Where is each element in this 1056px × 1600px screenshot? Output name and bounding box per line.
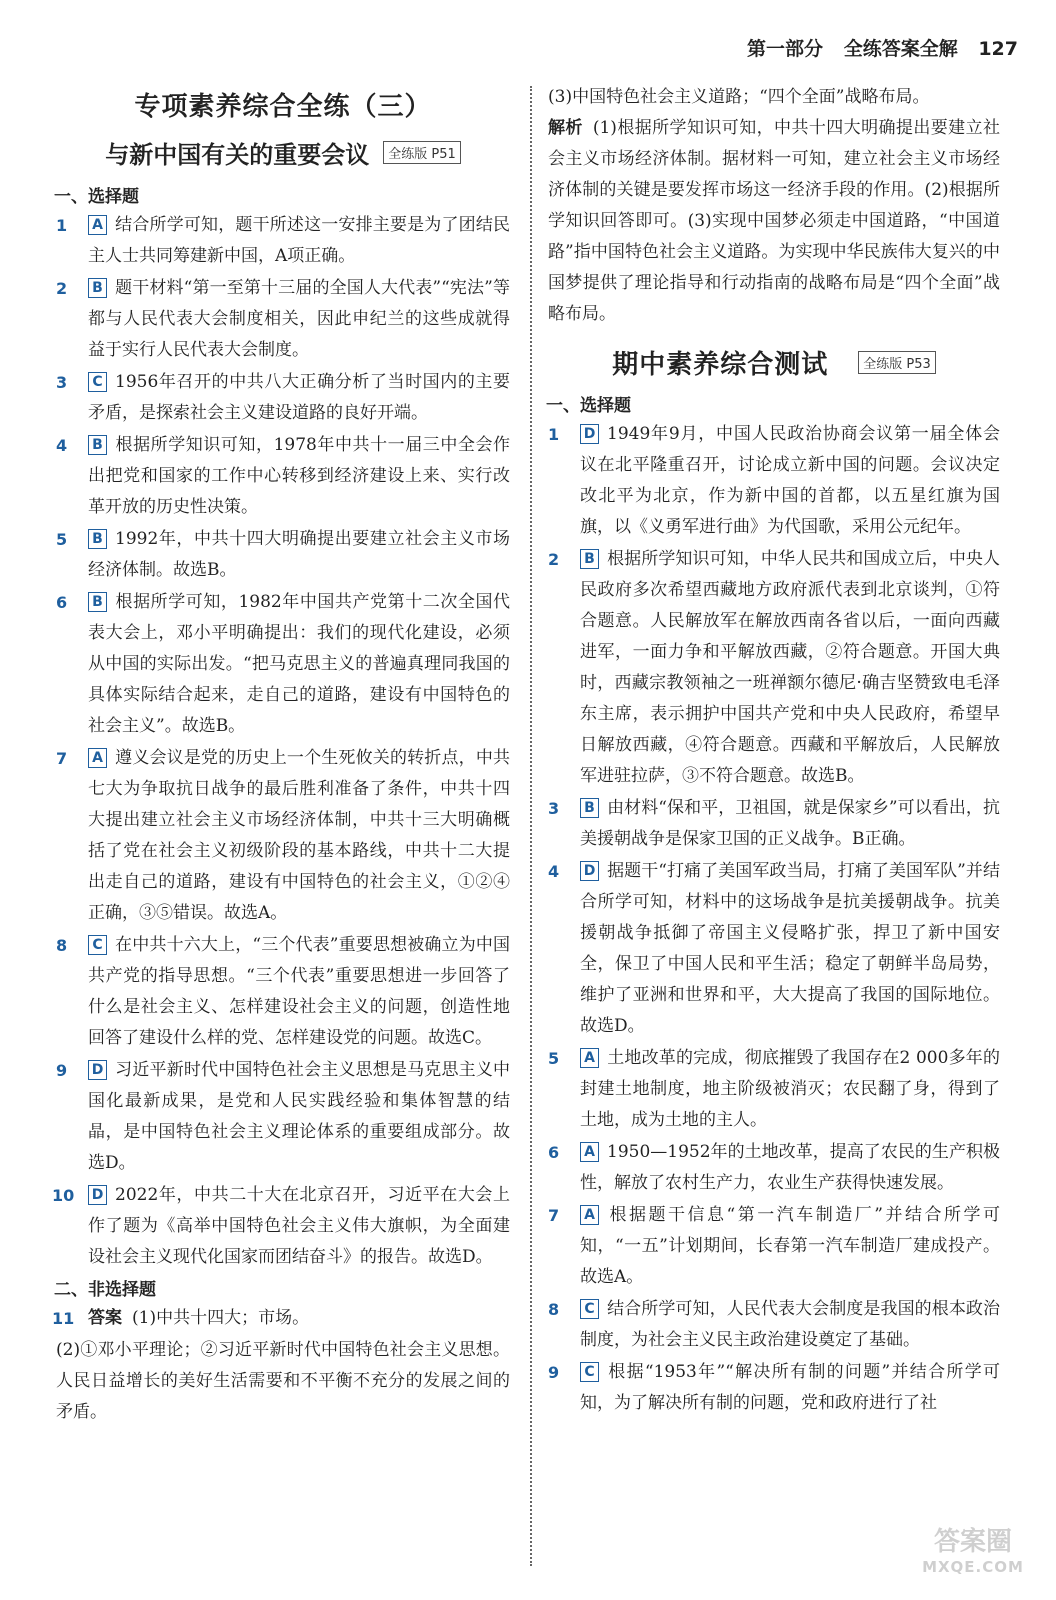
question-text: 1950—1952年的土地改革，提高了农民的生产积极性，解放了农村生产力，农业生产获得快速发展。	[580, 1142, 1000, 1193]
question-text: 1992年，中共十四大明确提出要建立社会主义市场经济体制。故选B。	[88, 529, 510, 580]
header-section: 全练答案全解	[843, 38, 958, 60]
answer-badge: C	[580, 1299, 599, 1319]
question-number: 7	[56, 749, 68, 768]
question-text: 土地改革的完成，彻底摧毁了我国存在2 000多年的封建土地制度，地主阶级被消灭；农民翻了身，得到了土地，成为土地的主人。	[580, 1048, 1000, 1130]
question-text: 习近平新时代中国特色社会主义思想是马克思主义中国化最新成果，是党和人民实践经验和集体智慧的结晶，是中国特色社会主义理论体系的重要组成部分。故选D。	[88, 1060, 510, 1173]
question-item	[548, 1200, 1000, 1293]
question-item	[56, 430, 510, 523]
question-number: 6	[548, 1143, 560, 1162]
question-number: 10	[52, 1186, 75, 1205]
question-item	[548, 544, 1000, 792]
question-item	[548, 1043, 1000, 1136]
answer-badge: B	[88, 592, 107, 612]
column-divider	[530, 86, 532, 1566]
answer-badge: C	[580, 1362, 599, 1382]
answer-badge: B	[88, 278, 107, 298]
analysis-text: (1)根据所学知识可知，中共十四大明确提出要建立社会主义市场经济体制。据材料一可知，建立社会主义市场经济体制的关键是要发挥市场这一经济手段的作用。(2)根据所学知识回答即可。(3)实现中国梦必须走中国道路，“中国道路”指中国特色社会主义道路。为实现中华民族伟大复兴的中国梦提供了理论指导和行动指南的战略布局是“四个全面”战略布局。	[548, 118, 1000, 324]
question-text: 2022年，中共二十大在北京召开，习近平在大会上作了题为《高举中国特色社会主义伟大旗帜，为全面建设社会主义现代化国家而团结奋斗》的报告。故选D。	[88, 1185, 510, 1267]
answer-badge: A	[580, 1205, 599, 1225]
question-item	[56, 743, 510, 929]
answer-badge: A	[580, 1142, 599, 1162]
question-text: 题干材料“第一至第十三届的全国人大代表”“宪法”等都与人民代表大会制度相关，因此申纪兰的这些成就得益于实行人民代表大会制度。	[88, 278, 510, 360]
answer-badge: C	[88, 935, 107, 955]
question-item	[548, 856, 1000, 1042]
answer-badge: A	[88, 215, 107, 235]
left-question-list	[52, 210, 510, 1273]
question-number: 9	[56, 1061, 68, 1080]
page-number: 127	[978, 38, 1018, 60]
analysis-block	[548, 113, 1000, 330]
question-item	[56, 587, 510, 742]
right-title-row	[548, 344, 1000, 381]
left-section-nonchoice: 二、非选择题	[54, 1280, 156, 1300]
question-item	[548, 1137, 1000, 1199]
question-text: 由材料“保和平，卫祖国，就是保家乡”可以看出，抗美援朝战争是保家卫国的正义战争。B正确。	[580, 798, 1000, 849]
watermark-line1: 答案圈	[933, 1527, 1012, 1557]
question-text: 结合所学可知，人民代表大会制度是我国的根本政治制度，为社会主义民主政治建设奠定了基础。	[580, 1299, 1000, 1350]
question-item	[56, 524, 510, 586]
analysis-label: 解析	[548, 118, 583, 138]
right-title: 期中素养综合测试	[612, 350, 829, 380]
question-number: 5	[56, 530, 68, 549]
question-text: 遵义会议是党的历史上一个生死攸关的转折点，中共七大为争取抗日战争的最后胜利准备了条件，中共十四大提出建立社会主义市场经济体制，中共十三大明确概括了党在社会主义初级阶段的基本路线，中共十二大提出走自己的道路，建设有中国特色的社会主义，①②④正确，③⑤错误。故选A。	[88, 748, 510, 923]
answer-badge: B	[580, 549, 599, 569]
answer-badge: D	[88, 1185, 107, 1205]
answer-badge: D	[88, 1060, 107, 1080]
question-text: 在中共十六大上，“三个代表”重要思想被确立为中国共产党的指导思想。“三个代表”重要思想进一步回答了什么是社会主义、怎样建设社会主义的问题，创造性地回答了建设什么样的党、怎样建设党的问题。故选C。	[88, 935, 510, 1048]
question-text: 结合所学可知，题干所述这一安排主要是为了团结民主人士共同筹建新中国，A项正确。	[88, 215, 510, 266]
question-item	[548, 419, 1000, 543]
left-column	[52, 82, 510, 1428]
question-number: 1	[56, 216, 68, 235]
question-number: 3	[56, 373, 68, 392]
question-number: 8	[56, 936, 68, 955]
question-text: 1949年9月，中国人民政治协商会议第一届全体会议在北平隆重召开，讨论成立新中国的问题。会议决定改北平为北京，作为新中国的首都，以五星红旗为国旗，以《义勇军进行曲》为代国歌，采用公元纪年。	[580, 424, 1000, 537]
question-item	[56, 210, 510, 272]
answer-badge: A	[580, 1048, 599, 1068]
question-number: 2	[548, 550, 560, 569]
question-number: 4	[548, 862, 560, 881]
right-question-list	[548, 419, 1000, 1419]
question-number: 3	[548, 799, 560, 818]
question-number: 11	[52, 1309, 75, 1328]
question-item	[548, 793, 1000, 855]
left-subtitle-row	[56, 135, 510, 170]
question-text: 根据所学知识可知，中华人民共和国成立后，中央人民政府多次希望西藏地方政府派代表到北京谈判，①符合题意。人民解放军在解放西南各省以后，一面向西藏进军，一面力争和平解放西藏，②符合题意。开国大典时，西藏宗教领袖之一班禅额尔德尼·确吉坚赞致电毛泽东主席，表示拥护中国共产党和中央人民政府，希望早日解放西藏，④符合题意。西藏和平解放后，人民解放军进驻拉萨，③不符合题意。故选B。	[580, 549, 1000, 786]
question-text: 1956年召开的中共八大正确分析了当时国内的主要矛盾，是探索社会主义建设道路的良好开端。	[88, 372, 510, 423]
question-item	[548, 1357, 1000, 1419]
left-section-choice: 一、选择题	[54, 187, 139, 207]
question-number: 5	[548, 1049, 560, 1068]
question-number: 7	[548, 1206, 560, 1225]
question-number: 9	[548, 1363, 560, 1382]
left-subtitle: 与新中国有关的重要会议	[105, 141, 370, 169]
question-item	[56, 1055, 510, 1179]
answer-badge: B	[580, 798, 599, 818]
question-11-part3: (3)中国特色社会主义道路；“四个全面”战略布局。	[548, 87, 930, 107]
question-text: 据题干“打痛了美国军政当局，打痛了美国军队”并结合所学可知，材料中的这场战争是抗美援朝战争。抗美援朝战争抵御了帝国主义侵略扩张，捍卫了新中国安全，保卫了中国人民和平生活；稳定了朝鲜半岛局势，维护了亚洲和世界和平，大大提高了我国的国际地位。故选D。	[580, 861, 1000, 1036]
right-reference-box: 全练版 P53	[858, 351, 936, 374]
answer-badge: D	[580, 424, 599, 444]
question-number: 1	[548, 425, 560, 444]
right-column	[548, 82, 1000, 1420]
answer-badge: C	[88, 372, 107, 392]
watermark-logo	[918, 1526, 1028, 1586]
right-section-choice: 一、选择题	[546, 396, 631, 416]
question-number: 6	[56, 593, 68, 612]
answer-badge: A	[88, 748, 107, 768]
watermark-line2: MXQE.COM	[922, 1558, 1024, 1576]
question-number: 4	[56, 436, 68, 455]
page-header	[733, 34, 1018, 61]
question-item	[56, 273, 510, 366]
question-11	[52, 1303, 510, 1334]
left-title: 专项素养综合全练（三）	[134, 92, 432, 122]
question-11-part2: (2)①邓小平理论；②习近平新时代中国特色社会主义思想。人民日益增长的美好生活需要和不平衡不充分的发展之间的矛盾。	[56, 1340, 510, 1422]
answer-badge: D	[580, 861, 599, 881]
question-item	[52, 1180, 510, 1273]
answer-badge: B	[88, 435, 107, 455]
question-item	[56, 367, 510, 429]
header-part: 第一部分	[747, 38, 824, 60]
question-text: 根据“1953年”“解决所有制的问题”并结合所学可知，为了解决所有制的问题，党和政府进行了社	[580, 1362, 1000, 1413]
left-reference-box: 全练版 P51	[383, 141, 461, 164]
question-item	[548, 1294, 1000, 1356]
answer-badge: B	[88, 529, 107, 549]
answer-label: 答案	[88, 1308, 122, 1328]
question-number: 2	[56, 279, 68, 298]
question-11-part1: (1)中共十四大；市场。	[132, 1308, 310, 1328]
question-item	[56, 930, 510, 1054]
question-text: 根据所学可知，1982年中国共产党第十二次全国代表大会上，邓小平明确提出：我们的现代化建设，必须从中国的实际出发。“把马克思主义的普遍真理同我国的具体实际结合起来，走自己的道路，建设有中国特色的社会主义”。故选B。	[88, 592, 510, 736]
question-text: 根据所学知识可知，1978年中共十一届三中全会作出把党和国家的工作中心转移到经济建设上来、实行改革开放的历史性决策。	[88, 435, 510, 517]
question-number: 8	[548, 1300, 560, 1319]
question-text: 根据题干信息“第一汽车制造厂”并结合所学可知，“一五”计划期间，长春第一汽车制造厂建成投产。故选A。	[580, 1205, 1000, 1287]
